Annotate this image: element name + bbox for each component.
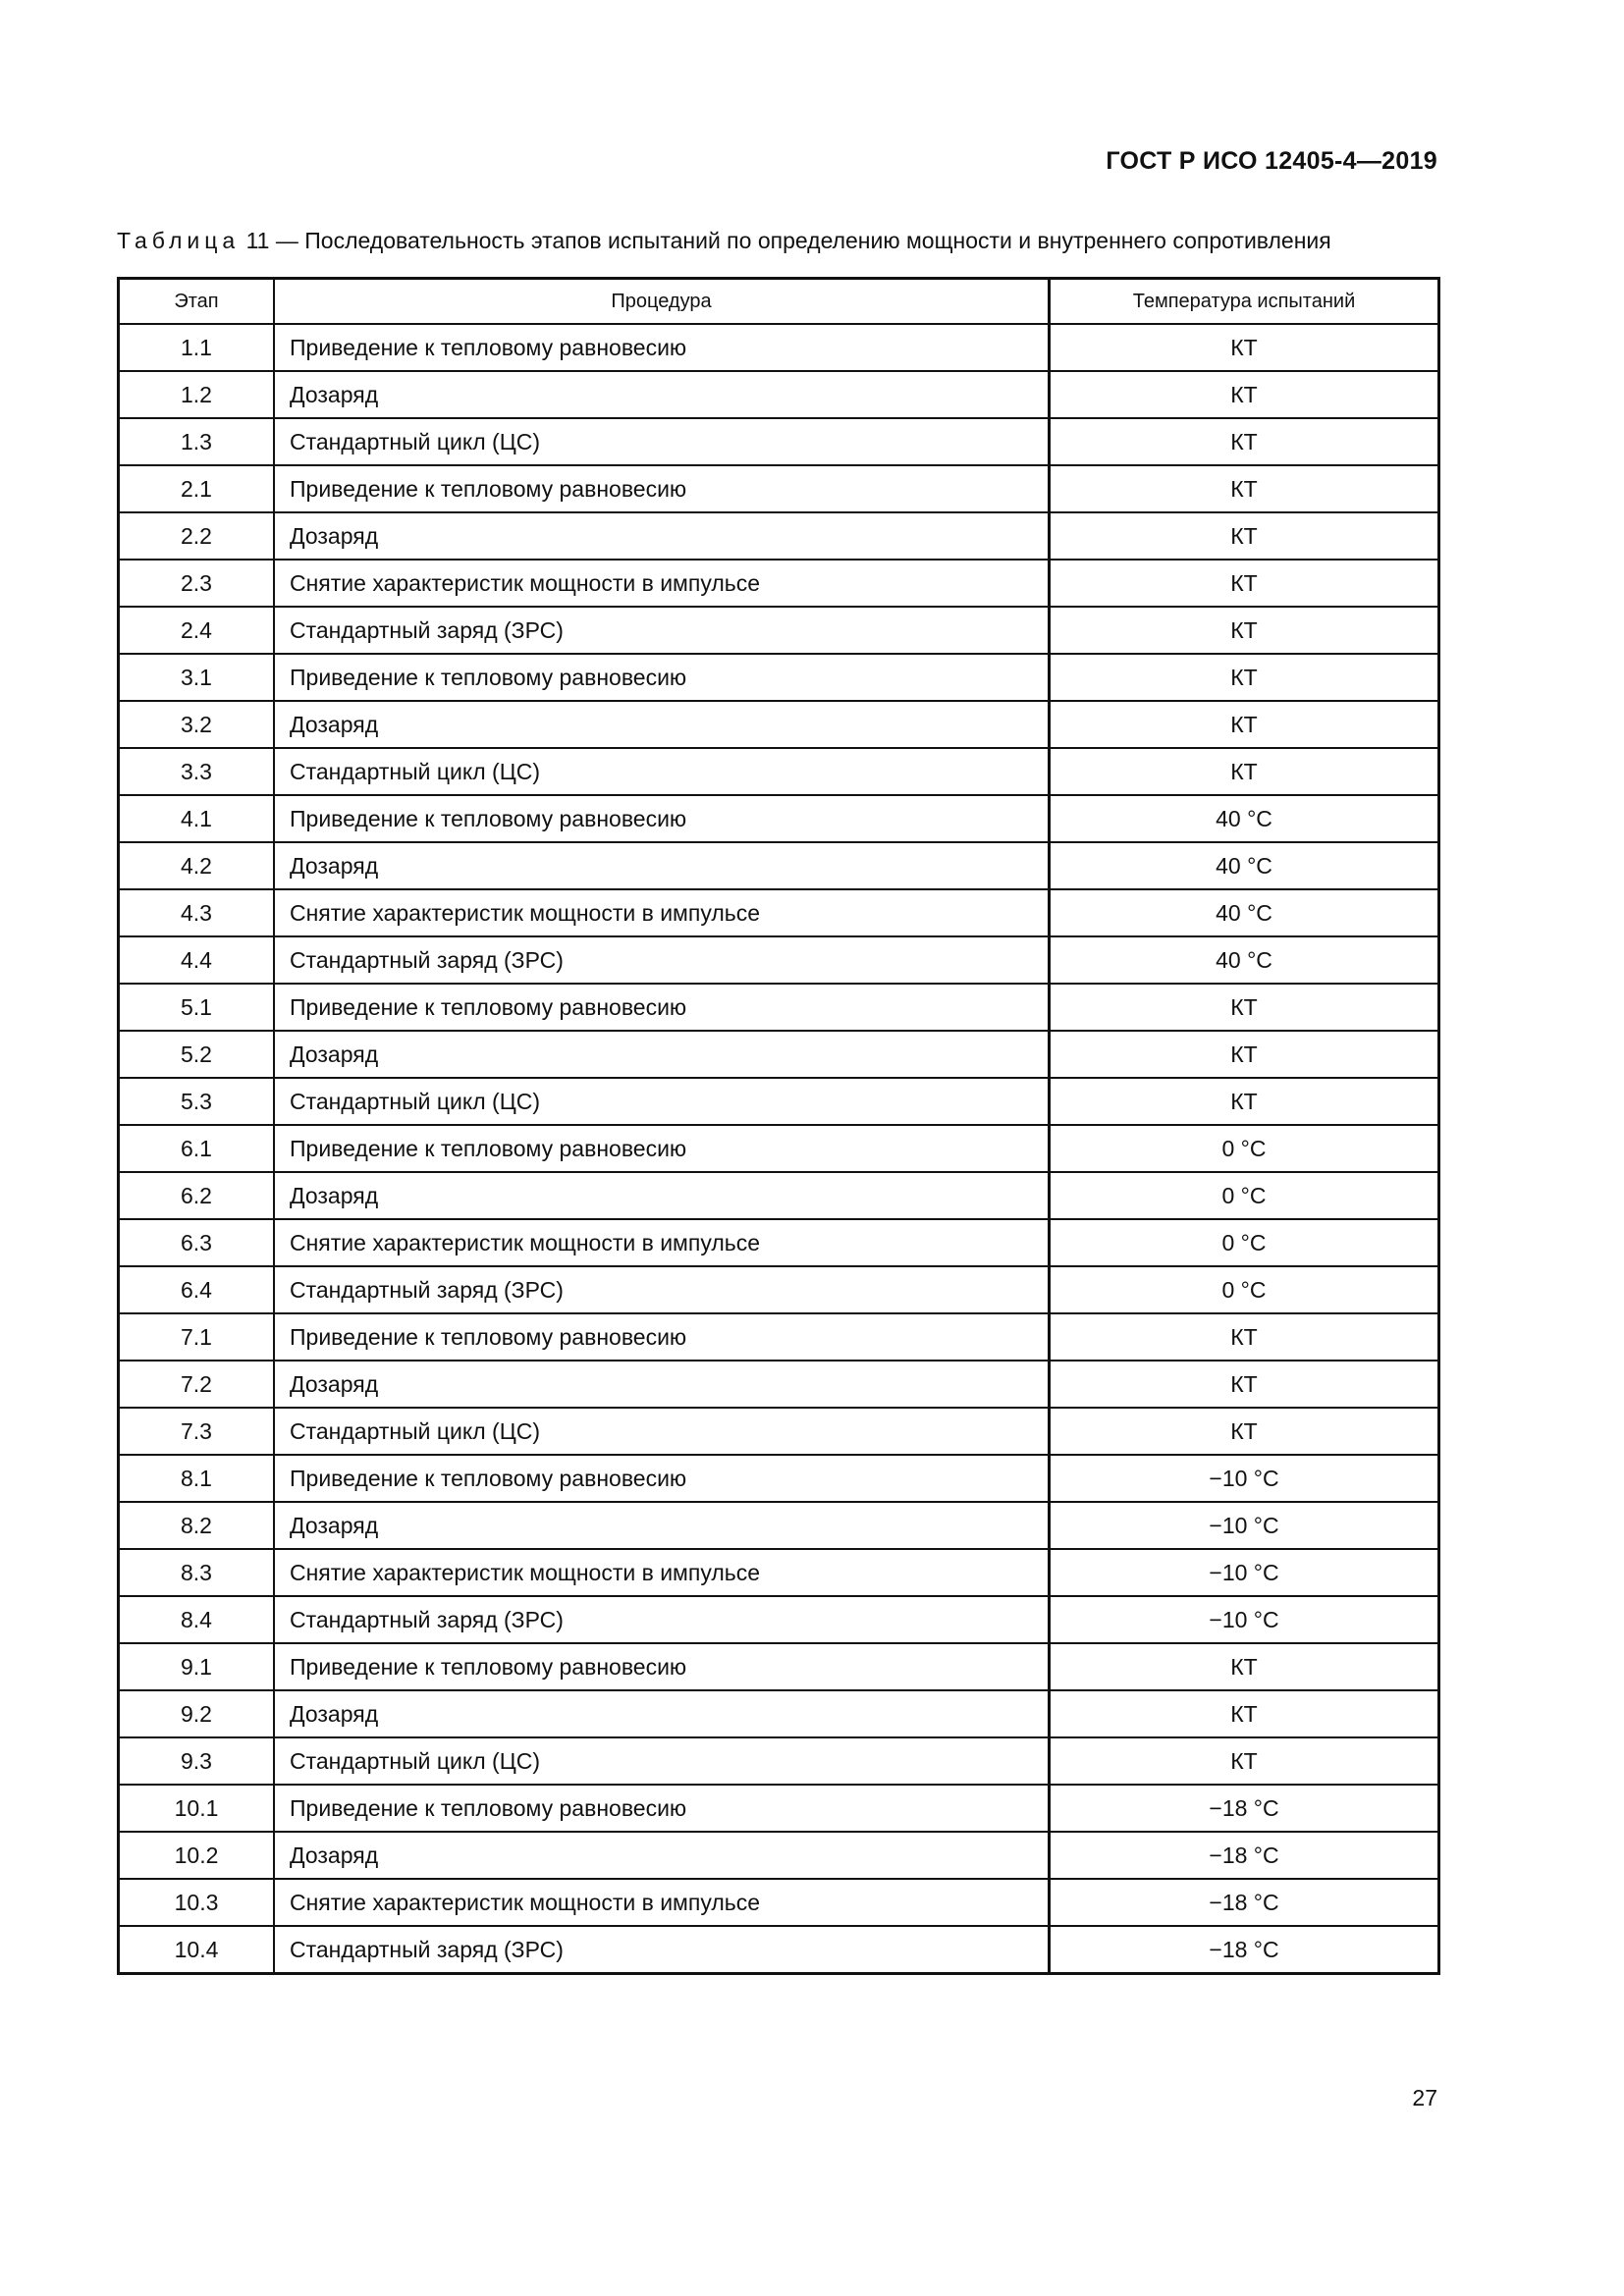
- cell-procedure: Дозаряд: [274, 1172, 1050, 1219]
- table-row: [119, 1219, 1439, 1266]
- cell-stage: 10.1: [119, 1785, 275, 1832]
- cell-temperature: КТ: [1050, 607, 1439, 654]
- cell-temperature: КТ: [1050, 371, 1439, 418]
- cell-temperature: 40 °С: [1050, 889, 1439, 936]
- cell-stage: 3.1: [119, 654, 275, 701]
- standard-code: ГОСТ Р ИСО 12405-4—2019: [1106, 147, 1437, 175]
- cell-temperature: КТ: [1050, 1643, 1439, 1690]
- cell-temperature: 0 °С: [1050, 1219, 1439, 1266]
- table-row: [119, 512, 1439, 560]
- table-row: [119, 1879, 1439, 1926]
- table-row: [119, 371, 1439, 418]
- cell-procedure: Приведение к тепловому равновесию: [274, 1785, 1050, 1832]
- cell-procedure: Стандартный заряд (ЗРС): [274, 607, 1050, 654]
- table-row: [119, 842, 1439, 889]
- cell-procedure: Дозаряд: [274, 371, 1050, 418]
- table-row: [119, 1031, 1439, 1078]
- table-row: [119, 1832, 1439, 1879]
- cell-temperature: КТ: [1050, 324, 1439, 371]
- cell-procedure: Стандартный заряд (ЗРС): [274, 936, 1050, 984]
- cell-procedure: Приведение к тепловому равновесию: [274, 1125, 1050, 1172]
- cell-temperature: −10 °С: [1050, 1596, 1439, 1643]
- cell-procedure: Снятие характеристик мощности в импульсе: [274, 560, 1050, 607]
- test-steps-table: [117, 277, 1440, 1975]
- cell-procedure: Стандартный заряд (ЗРС): [274, 1596, 1050, 1643]
- table-row: [119, 1596, 1439, 1643]
- cell-stage: 4.1: [119, 795, 275, 842]
- cell-procedure: Приведение к тепловому равновесию: [274, 324, 1050, 371]
- table-row: [119, 324, 1439, 371]
- table-row: [119, 1926, 1439, 1974]
- table-row: [119, 1266, 1439, 1313]
- cell-temperature: 40 °С: [1050, 936, 1439, 984]
- cell-temperature: 0 °С: [1050, 1266, 1439, 1313]
- cell-stage: 5.2: [119, 1031, 275, 1078]
- cell-procedure: Дозаряд: [274, 1502, 1050, 1549]
- cell-stage: 6.2: [119, 1172, 275, 1219]
- cell-temperature: КТ: [1050, 984, 1439, 1031]
- table-row: [119, 1408, 1439, 1455]
- cell-procedure: Стандартный цикл (ЦС): [274, 1078, 1050, 1125]
- table-row: [119, 1455, 1439, 1502]
- cell-stage: 7.2: [119, 1361, 275, 1408]
- table-row: [119, 418, 1439, 465]
- cell-procedure: Приведение к тепловому равновесию: [274, 984, 1050, 1031]
- cell-procedure: Снятие характеристик мощности в импульсе: [274, 1879, 1050, 1926]
- table-row: [119, 1172, 1439, 1219]
- column-header-procedure: Процедура: [274, 279, 1050, 325]
- cell-stage: 8.3: [119, 1549, 275, 1596]
- cell-stage: 4.2: [119, 842, 275, 889]
- cell-temperature: КТ: [1050, 1690, 1439, 1737]
- cell-temperature: 0 °С: [1050, 1125, 1439, 1172]
- cell-stage: 10.2: [119, 1832, 275, 1879]
- cell-temperature: КТ: [1050, 654, 1439, 701]
- table-row: [119, 560, 1439, 607]
- cell-stage: 3.2: [119, 701, 275, 748]
- cell-temperature: КТ: [1050, 1737, 1439, 1785]
- cell-stage: 1.3: [119, 418, 275, 465]
- cell-temperature: −18 °С: [1050, 1832, 1439, 1879]
- table-row: [119, 795, 1439, 842]
- page-number: 27: [1412, 2085, 1437, 2110]
- cell-procedure: Стандартный цикл (ЦС): [274, 418, 1050, 465]
- cell-procedure: Приведение к тепловому равновесию: [274, 654, 1050, 701]
- cell-procedure: Дозаряд: [274, 1690, 1050, 1737]
- cell-temperature: 40 °С: [1050, 795, 1439, 842]
- table-row: [119, 1078, 1439, 1125]
- cell-procedure: Дозаряд: [274, 512, 1050, 560]
- table-row: [119, 1785, 1439, 1832]
- cell-procedure: Дозаряд: [274, 1031, 1050, 1078]
- cell-stage: 1.2: [119, 371, 275, 418]
- cell-temperature: 40 °С: [1050, 842, 1439, 889]
- cell-procedure: Приведение к тепловому равновесию: [274, 1643, 1050, 1690]
- table-row: [119, 1737, 1439, 1785]
- cell-procedure: Дозаряд: [274, 1361, 1050, 1408]
- table-row: [119, 1125, 1439, 1172]
- cell-temperature: 0 °С: [1050, 1172, 1439, 1219]
- cell-stage: 1.1: [119, 324, 275, 371]
- table-row: [119, 701, 1439, 748]
- cell-temperature: КТ: [1050, 701, 1439, 748]
- table-row: [119, 984, 1439, 1031]
- table-row: [119, 1643, 1439, 1690]
- cell-temperature: КТ: [1050, 748, 1439, 795]
- cell-temperature: КТ: [1050, 418, 1439, 465]
- cell-temperature: −10 °С: [1050, 1549, 1439, 1596]
- cell-temperature: −10 °С: [1050, 1502, 1439, 1549]
- cell-stage: 2.3: [119, 560, 275, 607]
- cell-procedure: Приведение к тепловому равновесию: [274, 1313, 1050, 1361]
- cell-temperature: КТ: [1050, 465, 1439, 512]
- cell-procedure: Стандартный заряд (ЗРС): [274, 1266, 1050, 1313]
- cell-temperature: КТ: [1050, 560, 1439, 607]
- table-caption-number: 11: [245, 228, 270, 253]
- table-row: [119, 748, 1439, 795]
- cell-stage: 6.4: [119, 1266, 275, 1313]
- cell-stage: 9.3: [119, 1737, 275, 1785]
- cell-procedure: Стандартный цикл (ЦС): [274, 1737, 1050, 1785]
- cell-procedure: Дозаряд: [274, 842, 1050, 889]
- cell-temperature: КТ: [1050, 1078, 1439, 1125]
- cell-stage: 9.2: [119, 1690, 275, 1737]
- cell-temperature: КТ: [1050, 512, 1439, 560]
- cell-temperature: КТ: [1050, 1313, 1439, 1361]
- cell-procedure: Дозаряд: [274, 1832, 1050, 1879]
- table-row: [119, 1549, 1439, 1596]
- cell-stage: 10.3: [119, 1879, 275, 1926]
- table-caption: [117, 228, 1442, 254]
- cell-stage: 8.1: [119, 1455, 275, 1502]
- cell-temperature: −18 °С: [1050, 1879, 1439, 1926]
- table-row: [119, 889, 1439, 936]
- table-body: [119, 324, 1439, 1974]
- cell-procedure: Дозаряд: [274, 701, 1050, 748]
- cell-stage: 4.4: [119, 936, 275, 984]
- cell-stage: 2.2: [119, 512, 275, 560]
- cell-temperature: КТ: [1050, 1408, 1439, 1455]
- cell-procedure: Стандартный заряд (ЗРС): [274, 1926, 1050, 1974]
- cell-temperature: −18 °С: [1050, 1926, 1439, 1974]
- cell-temperature: −10 °С: [1050, 1455, 1439, 1502]
- cell-procedure: Стандартный цикл (ЦС): [274, 748, 1050, 795]
- cell-temperature: КТ: [1050, 1361, 1439, 1408]
- table-row: [119, 465, 1439, 512]
- cell-stage: 8.2: [119, 1502, 275, 1549]
- cell-stage: 2.4: [119, 607, 275, 654]
- cell-stage: 2.1: [119, 465, 275, 512]
- cell-stage: 6.3: [119, 1219, 275, 1266]
- cell-procedure: Стандартный цикл (ЦС): [274, 1408, 1050, 1455]
- table-row: [119, 936, 1439, 984]
- table-row: [119, 607, 1439, 654]
- table-row: [119, 654, 1439, 701]
- cell-temperature: КТ: [1050, 1031, 1439, 1078]
- table-row: [119, 1502, 1439, 1549]
- cell-procedure: Приведение к тепловому равновесию: [274, 795, 1050, 842]
- cell-stage: 7.3: [119, 1408, 275, 1455]
- cell-procedure: Снятие характеристик мощности в импульсе: [274, 1219, 1050, 1266]
- cell-procedure: Снятие характеристик мощности в импульсе: [274, 1549, 1050, 1596]
- cell-stage: 5.1: [119, 984, 275, 1031]
- cell-procedure: Приведение к тепловому равновесию: [274, 465, 1050, 512]
- cell-stage: 9.1: [119, 1643, 275, 1690]
- table-row: [119, 1690, 1439, 1737]
- table-header-row: [119, 279, 1439, 325]
- cell-stage: 7.1: [119, 1313, 275, 1361]
- column-header-temperature: Температура испытаний: [1050, 279, 1439, 325]
- table-row: [119, 1313, 1439, 1361]
- cell-stage: 10.4: [119, 1926, 275, 1974]
- cell-procedure: Приведение к тепловому равновесию: [274, 1455, 1050, 1502]
- cell-stage: 4.3: [119, 889, 275, 936]
- table-caption-label: Таблица: [117, 228, 241, 253]
- cell-stage: 6.1: [119, 1125, 275, 1172]
- cell-stage: 5.3: [119, 1078, 275, 1125]
- cell-stage: 8.4: [119, 1596, 275, 1643]
- cell-temperature: −18 °С: [1050, 1785, 1439, 1832]
- column-header-stage: Этап: [119, 279, 275, 325]
- cell-procedure: Снятие характеристик мощности в импульсе: [274, 889, 1050, 936]
- cell-stage: 3.3: [119, 748, 275, 795]
- table-row: [119, 1361, 1439, 1408]
- table-caption-text: — Последовательность этапов испытаний по определению мощности и внутреннего сопротивления: [269, 228, 1331, 253]
